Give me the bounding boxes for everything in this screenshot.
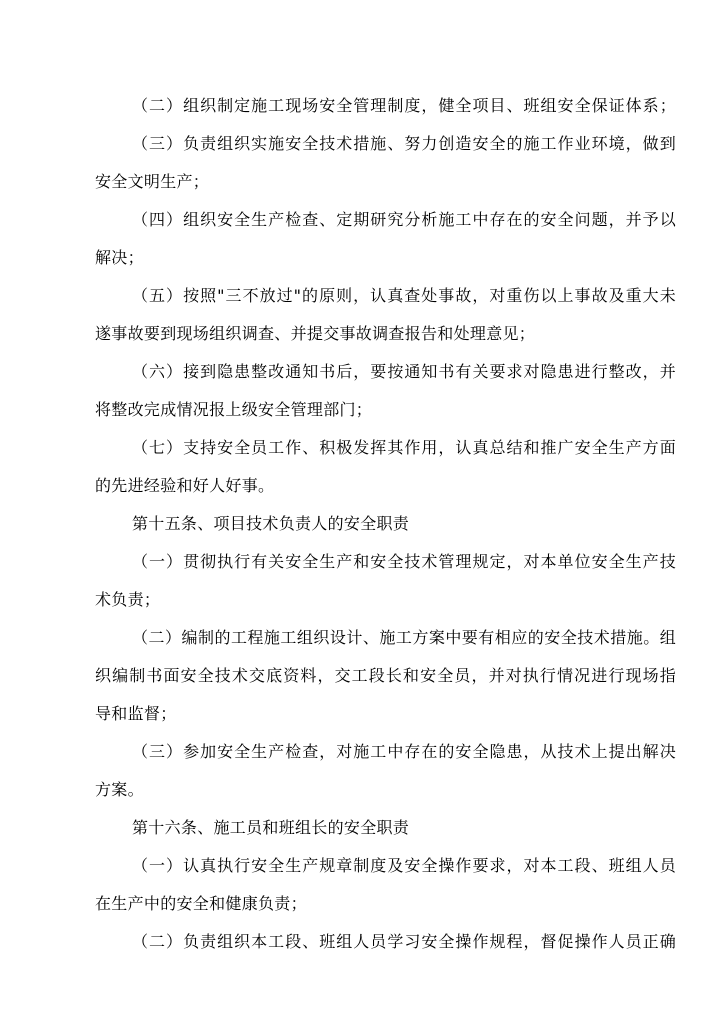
paragraph-line: 遂事故要到现场组织调查、并提交事故调查报告和处理意见； [95, 324, 536, 343]
paragraph-line: 织编制书面安全技术交底资料，交工段长和安全员，并对执行情况进行现场指 [95, 666, 676, 685]
paragraph-line: 导和监督； [95, 704, 177, 723]
paragraph-line: （二）组织制定施工现场安全管理制度，健全项目、班组安全保证体系； [132, 96, 676, 115]
section-heading: 第十六条、施工员和班组长的安全职责 [132, 818, 410, 837]
paragraph-line: （二）编制的工程施工组织设计、施工方案中要有相应的安全技术措施。组 [132, 628, 676, 647]
paragraph-line: 术负责； [95, 590, 161, 609]
section-heading: 第十五条、项目技术负责人的安全职责 [132, 514, 410, 533]
paragraph-line: 将整改完成情况报上级安全管理部门； [95, 400, 373, 419]
paragraph-line: （一）贯彻执行有关安全生产和安全技术管理规定，对本单位安全生产技 [132, 552, 676, 571]
paragraph-line: （四）组织安全生产检查、定期研究分析施工中存在的安全问题，并予以 [132, 210, 676, 229]
paragraph-line: 安全文明生产； [95, 172, 210, 191]
paragraph-line: 方案。 [95, 780, 144, 799]
paragraph-line: （二）负责组织本工段、班组人员学习安全操作规程，督促操作人员正确 [132, 932, 676, 951]
paragraph-line: 在生产中的安全和健康负责； [95, 894, 307, 913]
paragraph-line: （五）按照"三不放过"的原则，认真查处事故，对重伤以上事故及重大未 [132, 286, 676, 305]
paragraph-line: 的先进经验和好人好事。 [95, 476, 275, 495]
paragraph-line: （七）支持安全员工作、积极发挥其作用，认真总结和推广安全生产方面 [132, 438, 676, 457]
paragraph-line: （三）参加安全生产检查，对施工中存在的安全隐患，从技术上提出解决 [132, 742, 676, 761]
paragraph-line: 解决； [95, 248, 144, 267]
paragraph-line: （六）接到隐患整改通知书后，要按通知书有关要求对隐患进行整改，并 [132, 362, 676, 381]
paragraph-line: （一）认真执行安全生产规章制度及安全操作要求，对本工段、班组人员 [132, 856, 676, 875]
paragraph-line: （三）负责组织实施安全技术措施、努力创造安全的施工作业环境，做到 [132, 134, 676, 153]
